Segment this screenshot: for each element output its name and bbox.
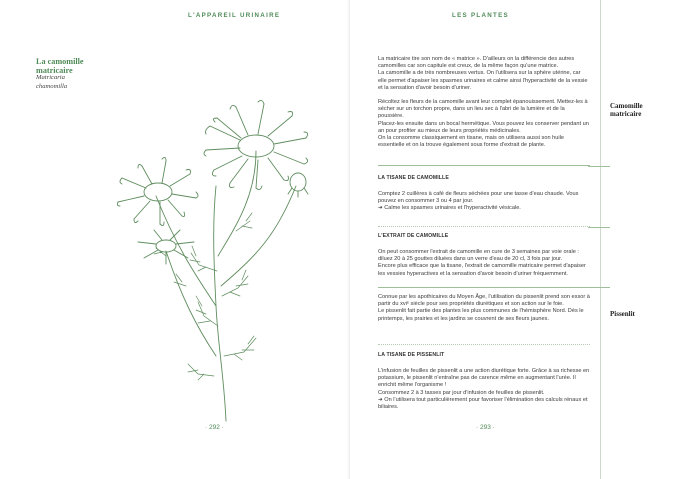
section-rule [378,287,590,288]
plant-latin-name [36,74,67,91]
intro-para: La camomille a de très nombreuses vertus. On l'utilisera sur la sphère utérine, car elle permet d'apaiser les spasmes urinaires et calme ainsi l'hyperactivité de la vessie et la sensation d'avoir besoin d'uriner. [378,70,588,91]
pissenlit-para: Connue par les apothicaires du Moyen Âge, l'utilisation du pissenlit prend son essor à partir du xviᵉ siècle pour ses propriétés diurétiques et son action sur le foie. [378,294,590,308]
margin-rule [600,0,601,479]
intro-text [378,56,590,149]
page-number-right: · 293 · [476,424,495,431]
intro-para: On la consomme classiquement en tisane, mais on utilisera aussi son huile essentielle et on la trouve également sous forme d'extrait de plante. [378,135,564,149]
margin-label-line: matricaire [610,110,642,118]
section-para: ➜ On l'utilisera tout particulièrement pour favoriser l'élimination des calculs rénaux et biliaires. [378,396,588,411]
section-rule [378,344,590,345]
stem-bud [221,186,296,286]
section-para: ➜ Calme les spasmes urinaires et l'hyperactivité vésicale. [378,205,521,212]
section-para: Encore plus efficace que la tisane, l'extrait de camomille matricaire permet d'apaiser les vessies hyperactives et la sensation d'avoir besoin d'uriner fréquemment. [378,263,586,277]
plant-name [36,57,96,75]
section-body-tisane-pissenlit [378,368,590,411]
section-title-tisane-pissenlit: LA TISANE DE PISSENLIT [378,352,445,358]
section-para: Consommez 2 à 3 tasses par jour d'infusion de feuilles de pissenlit. [378,389,545,396]
main-stem [214,186,226,421]
flower-bud [288,173,308,197]
section-para: L'infusion de feuilles de pissenlit a une action diurétique forte. Grâce à sa richesse en potassium, le pissenlit n'entraîne pas de carence même en augmentant l'urée. Il enrichit même l'organisme ! [378,368,590,389]
margin-tick [588,166,610,167]
section-title-tisane-camomille: LA TISANE DE CAMOMILLE [378,175,449,181]
flower-left [117,157,198,225]
intro-para: La matricaire tire son nom de « matrice ». D'ailleurs on la différencie des autres camomilles car son capitule est creux, de la même façon qu'une matrice. [378,56,575,70]
plant-name-text: La camomille matricaire [36,57,84,75]
section-body-tisane-camomille [378,191,590,213]
stem-left [156,196,216,306]
flower-low [138,230,194,264]
section-rule [378,226,590,227]
margin-label-line: Camomille [610,102,643,110]
pissenlit-para: Le pissenlit fait partie des plantes les plus communes de l'hémisphère Nord. Dès le printemps, les prairies et les jardins se couvrent de ses fleurs jaunes. [378,308,584,322]
pissenlit-intro-text [378,294,590,323]
intro-para: Récoltez les fleurs de la camomille avant leur complet épanouissement. Mettez-les à sécher sur un torchon propre, dans un lieu sec à l'abri de la lumière et de la poussière. [378,99,588,120]
margin-tick [588,287,610,288]
page-number-left: · 292 · [205,424,224,431]
chamomile-botanical-drawing-icon [117,100,308,421]
running-head-left: L'APPAREIL URINAIRE [188,12,281,19]
section-rule [378,165,590,166]
margin-label-pissenlit: Pissenlit [610,310,635,318]
intro-para: Placez-les ensuite dans un bocal hermétique. Vous pouvez les conserver pendant un an pour profiter au mieux de leurs propriétés médicinales. [378,120,589,134]
running-head-right: LES PLANTES [452,12,509,19]
margin-label-camomille [610,102,643,118]
section-body-extrait [378,249,590,278]
section-title-extrait: L'EXTRAIT DE CAMOMILLE [378,233,449,239]
stem-top [218,151,256,256]
latin-species: chamomilla [36,82,68,90]
section-para: On peut consommer l'extrait de camomille en cure de 3 semaines par voie orale : diluez 20 à 25 gouttes diluées dans un verre d'eau de 20 cl, 3 fois par jour. [378,249,579,263]
chamomile-illustration [106,56,334,428]
latin-genus: Matricaria [36,74,65,81]
margin-tick [588,227,610,228]
section-para: Comptez 2 cuillères à café de fleurs séchées pour une tasse d'eau chaude. Vous pouvez en consommer 3 ou 4 par jour. [378,191,579,205]
leaves [154,213,256,380]
